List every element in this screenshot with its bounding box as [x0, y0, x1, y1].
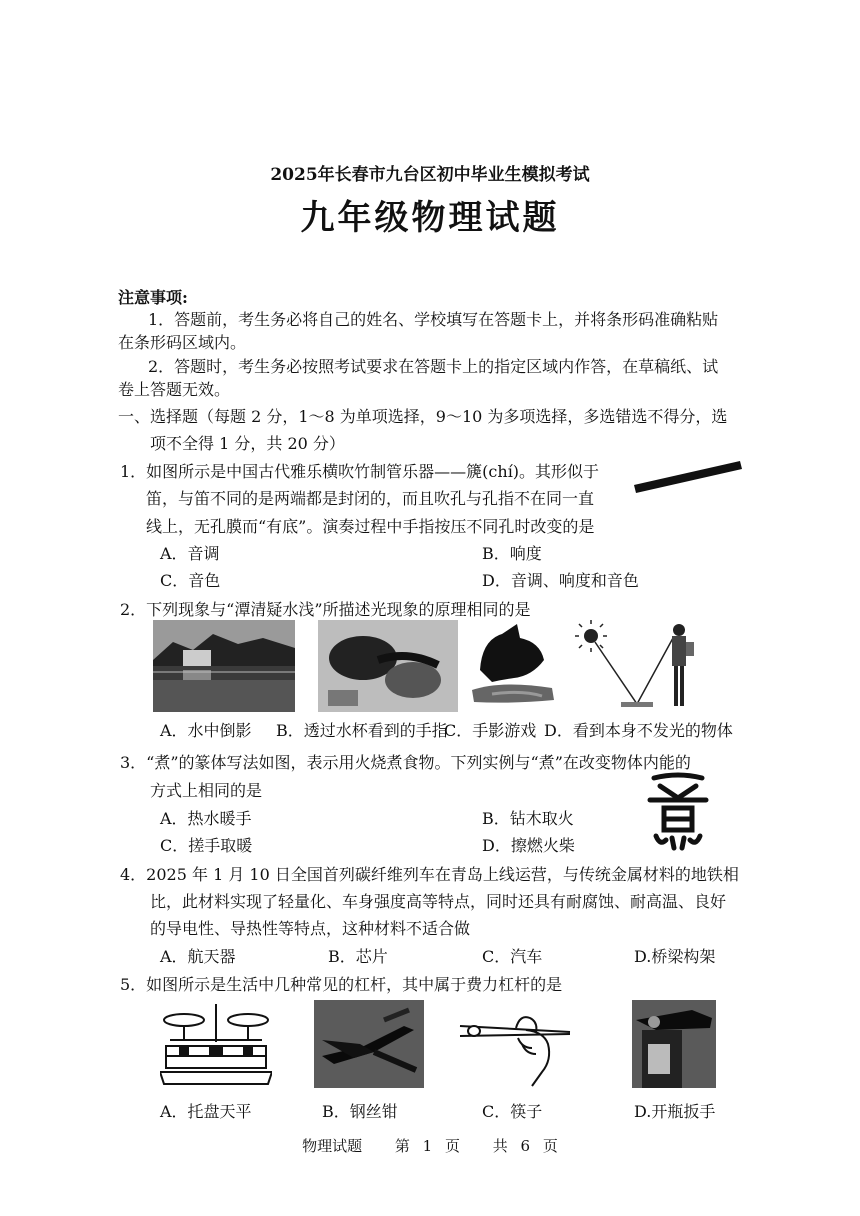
reflection-diagram: [575, 620, 705, 712]
section-1-line-1: 一、选择题（每题 2 分，1～8 为单项选择，9～10 为多项选择，多选错选不得分，选: [118, 407, 728, 426]
q5-option-b: B．钢丝钳: [322, 1102, 398, 1121]
q4-line-3: 的导电性、导热性等特点，这种材料不适合做: [150, 919, 471, 938]
q5-option-d: D.开瓶扳手: [634, 1102, 716, 1121]
q1-option-d: D．音调、响度和音色: [482, 571, 639, 590]
q1-option-c: C．音色: [160, 571, 221, 590]
wire-pliers-photo: [314, 1000, 424, 1088]
q3-line-2: 方式上相同的是: [150, 781, 263, 800]
q5-option-a: A．托盘天平: [160, 1102, 252, 1121]
tray-balance-image: [160, 1000, 272, 1088]
q3-option-b: B．钻木取火: [482, 809, 574, 828]
q2-option-b: B．透过水杯看到的手指: [276, 721, 448, 740]
section-1-line-2: 项不全得 1 分，共 20 分）: [150, 434, 345, 453]
q5-stem: 5．如图所示是生活中几种常见的杠杆，其中属于费力杠杆的是: [120, 975, 563, 994]
hand-behind-glass-photo: [318, 620, 458, 712]
notice-item-2-line-1: 2．答题时，考生务必按照考试要求在答题卡上的指定区域内作答，在草稿纸、试: [148, 357, 719, 376]
page-footer: [0, 1135, 860, 1156]
notice-heading: 注意事项:: [118, 288, 188, 307]
q3-option-d: D．擦燃火柴: [482, 836, 575, 855]
q4-option-c: C．汽车: [482, 947, 543, 966]
hand-shadow-photo: [462, 620, 562, 712]
footer-page-number: 第 1 页: [394, 1137, 460, 1155]
q4-line-2: 比，此材料实现了轻量化、车身强度高等特点，同时还具有耐腐蚀、耐高温、良好: [150, 892, 727, 911]
q1-option-a: A．音调: [160, 544, 220, 563]
bottle-opener-photo: [632, 1000, 716, 1088]
q2-option-a: A．水中倒影: [160, 721, 252, 740]
q4-option-d: D.桥梁构架: [634, 947, 716, 966]
q3-line-1: 3．“煮”的篆体写法如图，表示用火烧煮食物。下列实例与“煮”在改变物体内能的: [120, 753, 691, 772]
footer-subject: 物理试题: [302, 1137, 363, 1155]
chi-flute-image: [630, 455, 745, 495]
q1-line-2: 笛，与笛不同的是两端都是封闭的，而且吹孔与孔指不在同一直: [146, 489, 595, 508]
notice-item-1-line-2: 在条形码区域内。: [118, 333, 247, 352]
q4-line-1: 4．2025 年 1 月 10 日全国首列碳纤维列车在青岛上线运营，与传统金属材料的地铁相: [120, 865, 739, 884]
notice-item-2-line-2: 卷上答题无效。: [118, 380, 231, 399]
chopsticks-image: [456, 1008, 576, 1088]
q1-line-3: 线上，无孔膜而“有底”。演奏过程中手指按压不同孔时改变的是: [146, 517, 595, 536]
zhu-seal-script-image: [646, 772, 710, 852]
q2-stem: 2．下列现象与“潭清疑水浅”所描述光现象的原理相同的是: [120, 600, 531, 619]
water-reflection-photo: [153, 620, 295, 712]
exam-subtitle: 2025年长春市九台区初中毕业生模拟考试: [270, 165, 590, 185]
q1-line-1: 1．如图所示是中国古代雅乐横吹竹制管乐器——篪(chí)。其形似于: [120, 462, 600, 481]
footer-total-pages: 共 6 页: [492, 1137, 558, 1155]
exam-title: 九年级物理试题: [300, 198, 560, 238]
q4-option-a: A．航天器: [160, 947, 236, 966]
q5-option-c: C．筷子: [482, 1102, 543, 1121]
q2-option-d: D．看到本身不发光的物体: [544, 721, 733, 740]
q2-option-c: C．手影游戏: [444, 721, 537, 740]
q1-option-b: B．响度: [482, 544, 542, 563]
q3-option-c: C．搓手取暖: [160, 836, 253, 855]
notice-item-1-line-1: 1．答题前，考生务必将自己的姓名、学校填写在答题卡上，并将条形码准确粘贴: [148, 310, 719, 329]
q3-option-a: A．热水暖手: [160, 809, 252, 828]
q4-option-b: B．芯片: [328, 947, 388, 966]
